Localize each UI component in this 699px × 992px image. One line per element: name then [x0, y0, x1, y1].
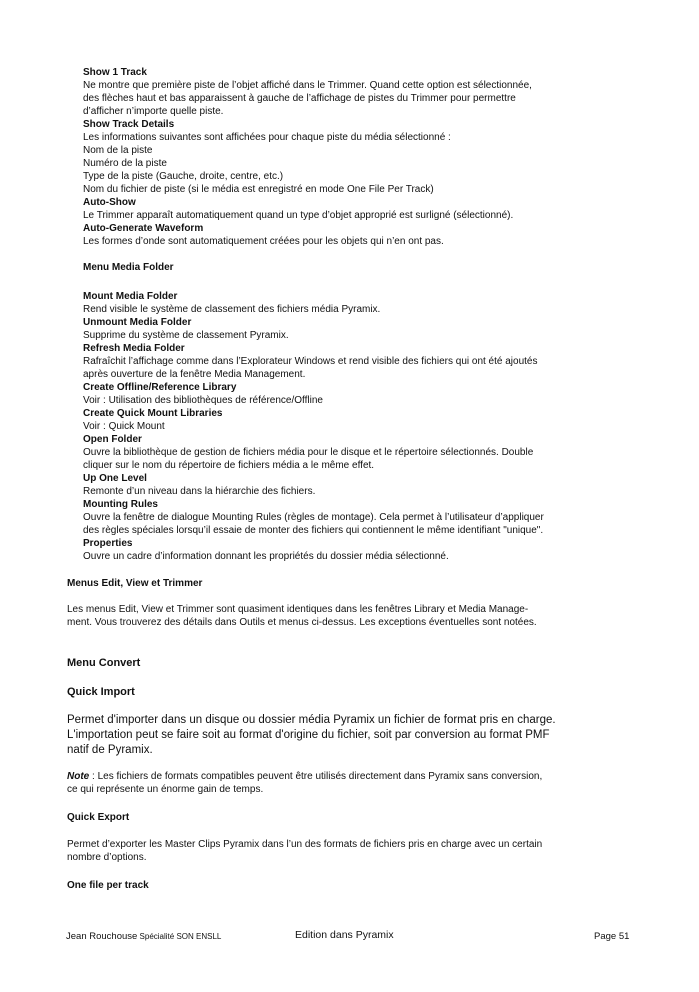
heading-auto-show: Auto-Show [83, 197, 136, 208]
paragraph-line: Ouvre la fenêtre de dialogue Mounting Rules (règles de montage). Cela permet à l’utilisateur d’appliquer [83, 512, 544, 523]
heading-create-quick-mount: Create Quick Mount Libraries [83, 408, 223, 419]
heading-menu-convert: Menu Convert [67, 657, 141, 669]
heading-quick-export: Quick Export [67, 812, 130, 823]
heading-auto-generate-waveform: Auto-Generate Waveform [83, 223, 204, 234]
paragraph-line: nombre d’options. [67, 852, 147, 863]
heading-quick-import: Quick Import [67, 686, 135, 698]
paragraph-line: ment. Vous trouverez des détails dans Outils et menus ci-dessus. Les exceptions éventuelles sont notées. [67, 617, 537, 628]
paragraph-line: Rafraîchit l’affichage comme dans l’Explorateur Windows et rend visible des fichiers qui ont été ajoutés [83, 356, 538, 367]
list-item: Numéro de la piste [83, 158, 167, 169]
paragraph-line: Rend visible le système de classement des fichiers média Pyramix. [83, 304, 381, 315]
heading-mount-media-folder: Mount Media Folder [83, 291, 178, 302]
heading-create-offline-library: Create Offline/Reference Library [83, 382, 237, 393]
paragraph-line: Ouvre la bibliothèque de gestion de fichiers média pour le disque et le répertoire sélectionnés. Double [83, 447, 534, 458]
paragraph-line: des flèches haut et bas apparaissent à gauche de l’affichage de pistes du Trimmer pour permettre [83, 93, 516, 104]
heading-properties: Properties [83, 538, 133, 549]
paragraph-line: Permet d'importer dans un disque ou dossier média Pyramix un fichier de format pris en charge. [67, 714, 556, 726]
heading-up-one-level: Up One Level [83, 473, 147, 484]
paragraph-line: d’afficher n’importe quelle piste. [83, 106, 224, 117]
paragraph-line: Remonte d’un niveau dans la hiérarchie des fichiers. [83, 486, 316, 497]
heading-unmount-media-folder: Unmount Media Folder [83, 317, 192, 328]
paragraph-line: Ne montre que première piste de l’objet affiché dans le Trimmer. Quand cette option est sélectionnée, [83, 80, 532, 91]
paragraph-line: Le Trimmer apparaît automatiquement quand un type d’objet approprié est surligné (sélectionné). [83, 210, 514, 221]
paragraph-line: ce qui représente un énorme gain de temps. [67, 784, 264, 795]
note-label: Note [67, 771, 90, 782]
list-item: Nom de la piste [83, 145, 153, 156]
paragraph-line: Supprime du système de classement Pyramix. [83, 330, 289, 341]
paragraph-line: Voir : Quick Mount [83, 421, 165, 432]
note-text: : Les fichiers de formats compatibles peuvent être utilisés directement dans Pyramix sans conversion, [89, 771, 543, 782]
footer-author-name: Jean Rouchouse [66, 931, 138, 942]
paragraph-line: après ouverture de la fenêtre Media Management. [83, 369, 306, 380]
paragraph-line: Permet d’exporter les Master Clips Pyramix dans l’un des formats de fichiers pris en charge avec un certain [67, 839, 543, 850]
paragraph-line: L'importation peut se faire soit au format d'origine du fichier, soit par conversion au format PMF [67, 729, 550, 741]
paragraph-line: cliquer sur le nom du répertoire de fichiers média a le même effet. [83, 460, 375, 471]
footer-title: Edition dans Pyramix [295, 929, 394, 941]
note-line [67, 770, 542, 783]
heading-menu-media-folder: Menu Media Folder [83, 262, 174, 273]
list-item: Type de la piste (Gauche, droite, centre, etc.) [83, 171, 284, 182]
heading-refresh-media-folder: Refresh Media Folder [83, 343, 185, 354]
paragraph-line: des règles spéciales lorsqu’il essaie de monter des fichiers qui contiennent le même identifiant "unique". [83, 525, 544, 536]
heading-one-file-per-track: One file per track [67, 880, 149, 891]
heading-show-track-details: Show Track Details [83, 119, 175, 130]
paragraph-line: Les informations suivantes sont affichées pour chaque piste du média sélectionné : [83, 132, 451, 143]
paragraph-line: Ouvre un cadre d’information donnant les propriétés du dossier média sélectionné. [83, 551, 449, 562]
heading-menus-edit-view-trimmer: Menus Edit, View et Trimmer [67, 578, 203, 589]
paragraph-line: Les formes d’onde sont automatiquement créées pour les objets qui n’en ont pas. [83, 236, 444, 247]
heading-mounting-rules: Mounting Rules [83, 499, 158, 510]
paragraph-line: natif de Pyramix. [67, 744, 153, 756]
heading-show-1-track: Show 1 Track [83, 67, 147, 78]
footer-author-subtitle: Spécialité SON ENSLL [137, 932, 222, 941]
footer-author [66, 931, 221, 942]
paragraph-line: Voir : Utilisation des bibliothèques de référence/Offline [83, 395, 323, 406]
paragraph-line: Les menus Edit, View et Trimmer sont quasiment identiques dans les fenêtres Library et Media Manage- [67, 604, 529, 615]
heading-open-folder: Open Folder [83, 434, 142, 445]
list-item: Nom du fichier de piste (si le média est enregistré en mode One File Per Track) [83, 184, 434, 195]
footer-page-number: Page 51 [594, 931, 630, 942]
